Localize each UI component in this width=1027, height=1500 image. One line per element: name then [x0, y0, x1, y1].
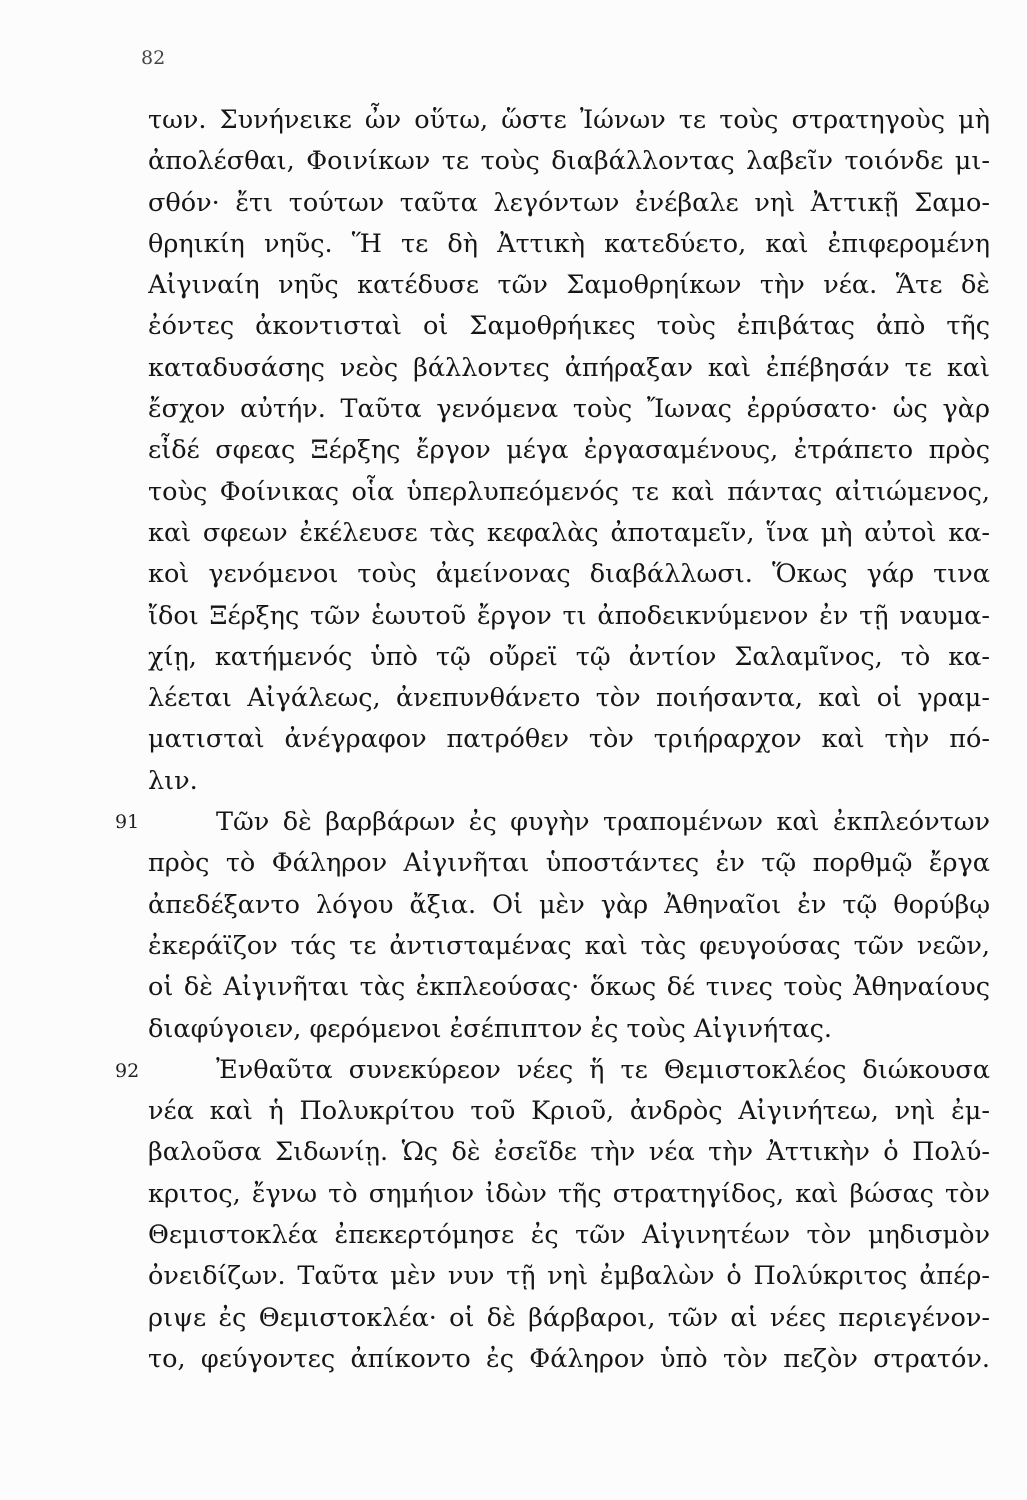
text-line: σθόν· ἔτι τούτων ταῦτα λεγόντων ἐνέβαλε νηὶ Ἀττικῇ Σαμο- [148, 187, 990, 218]
text-line: Αἰγιναίη νηῦς κατέδυσε τῶν Σαμοθρηίκων τὴν νέα. Ἅτε δὲ [148, 270, 990, 301]
text-line: τοὺς Φοίνικας οἷα ὑπερλυπεόμενός τε καὶ πάντας αἰτιώμενος, [148, 476, 990, 507]
text-line: θρηικίη νηῦς. Ἥ τε δὴ Ἀττικὴ κατεδύετο, καὶ ἐπιφερομένη [148, 228, 990, 259]
text-line: Θεμιστοκλέα ἐπεκερτόμησε ἐς τῶν Αἰγινητέων τὸν μηδισμὸν [148, 1220, 990, 1251]
text-line: ἐόντες ἀκοντισταὶ οἱ Σαμοθρήικες τοὺς ἐπιβάτας ἀπὸ τῆς [148, 311, 990, 342]
text-line: λέεται Αἰγάλεως, ἀνεπυνθάνετο τὸν ποιήσαντα, καὶ οἱ γραμ- [148, 683, 990, 714]
text-line: καταδυσάσης νεὸς βάλλοντες ἀπήραξαν καὶ ἐπέβησάν τε καὶ [148, 352, 990, 383]
text-line: ἀπολέσθαι, Φοινίκων τε τοὺς διαβάλλοντας λαβεῖν τοιόνδε μι- [148, 146, 990, 177]
text-line: νέα καὶ ἡ Πολυκρίτου τοῦ Κριοῦ, ἀνδρὸς Αἰγινήτεω, νηὶ ἐμ- [148, 1096, 990, 1127]
text-line: κριτος, ἔγνω τὸ σημήιον ἰδὼν τῆς στρατηγίδος, καὶ βώσας τὸν [148, 1178, 990, 1209]
text-line: ἀπεδέξαντο λόγου ἄξια. Οἱ μὲν γὰρ Ἀθηναῖοι ἐν τῷ θορύβῳ [148, 889, 990, 920]
body-text [148, 100, 990, 1380]
page-number: 82 [141, 47, 166, 69]
text-line: το, φεύγοντες ἀπίκοντο ἐς Φάληρον ὑπὸ τὸν πεζὸν στρατόν. [148, 1343, 990, 1374]
text-line: λιν. [148, 765, 198, 796]
text-line: χίῃ, κατήμενός ὑπὸ τῷ οὔρεϊ τῷ ἀντίον Σαλαμῖνος, τὸ κα- [148, 641, 990, 672]
text-line: των. Συνήνεικε ὦν οὕτω, ὥστε Ἰώνων τε τοὺς στρατηγοὺς μὴ [148, 105, 990, 135]
text-line: ριψε ἐς Θεμιστοκλέα· οἱ δὲ βάρβαροι, τῶν αἱ νέες περιεγένον- [148, 1302, 990, 1333]
text-line: ἔσχον αὐτήν. Ταῦτα γενόμενα τοὺς Ἴωνας ἐρρύσατο· ὡς γὰρ [148, 394, 990, 425]
text-line: ματισταὶ ἀνέγραφον πατρόθεν τὸν τριήραρχον καὶ τὴν πό- [148, 724, 990, 755]
text-line: ἐκεράϊζον τάς τε ἀντισταμένας καὶ τὰς φευγούσας τῶν νεῶν, [148, 930, 990, 961]
text-line: εἶδέ σφεας Ξέρξης ἔργον μέγα ἐργασαμένους, ἐτράπετο πρὸς [148, 435, 990, 466]
text-line: Τῶν δὲ βαρβάρων ἐς φυγὴν τραπομένων καὶ ἐκπλεόντων [216, 807, 990, 838]
text-line: ὀνειδίζων. Ταῦτα μὲν νυν τῇ νηὶ ἐμβαλὼν ὁ Πολύκριτος ἀπέρ- [148, 1261, 990, 1292]
text-line: διαφύγοιεν, φερόμενοι ἐσέπιπτον ἐς τοὺς Αἰγινήτας. [148, 1013, 833, 1044]
section-number-91: 91 [115, 811, 140, 833]
section-number-92: 92 [115, 1060, 140, 1082]
text-line: οἱ δὲ Αἰγινῆται τὰς ἐκπλεούσας· ὅκως δέ τινες τοὺς Ἀθηναίους [148, 972, 990, 1003]
text-line: κοὶ γενόμενοι τοὺς ἀμείνονας διαβάλλωσι. Ὅκως γάρ τινα [148, 559, 990, 590]
text-line: καὶ σφεων ἐκέλευσε τὰς κεφαλὰς ἀποταμεῖν, ἵνα μὴ αὐτοὶ κα- [148, 517, 990, 548]
text-line: βαλοῦσα Σιδωνίῃ. Ὡς δὲ ἐσεῖδε τὴν νέα τὴν Ἀττικὴν ὁ Πολύ- [148, 1137, 990, 1168]
text-line: ἴδοι Ξέρξης τῶν ἑωυτοῦ ἔργον τι ἀποδεικνύμενον ἐν τῇ ναυμα- [148, 600, 990, 631]
text-line: πρὸς τὸ Φάληρον Αἰγινῆται ὑποστάντες ἐν τῷ πορθμῷ ἔργα [148, 848, 990, 879]
text-line: Ἐνθαῦτα συνεκύρεον νέες ἥ τε Θεμιστοκλέος διώκουσα [216, 1054, 990, 1085]
